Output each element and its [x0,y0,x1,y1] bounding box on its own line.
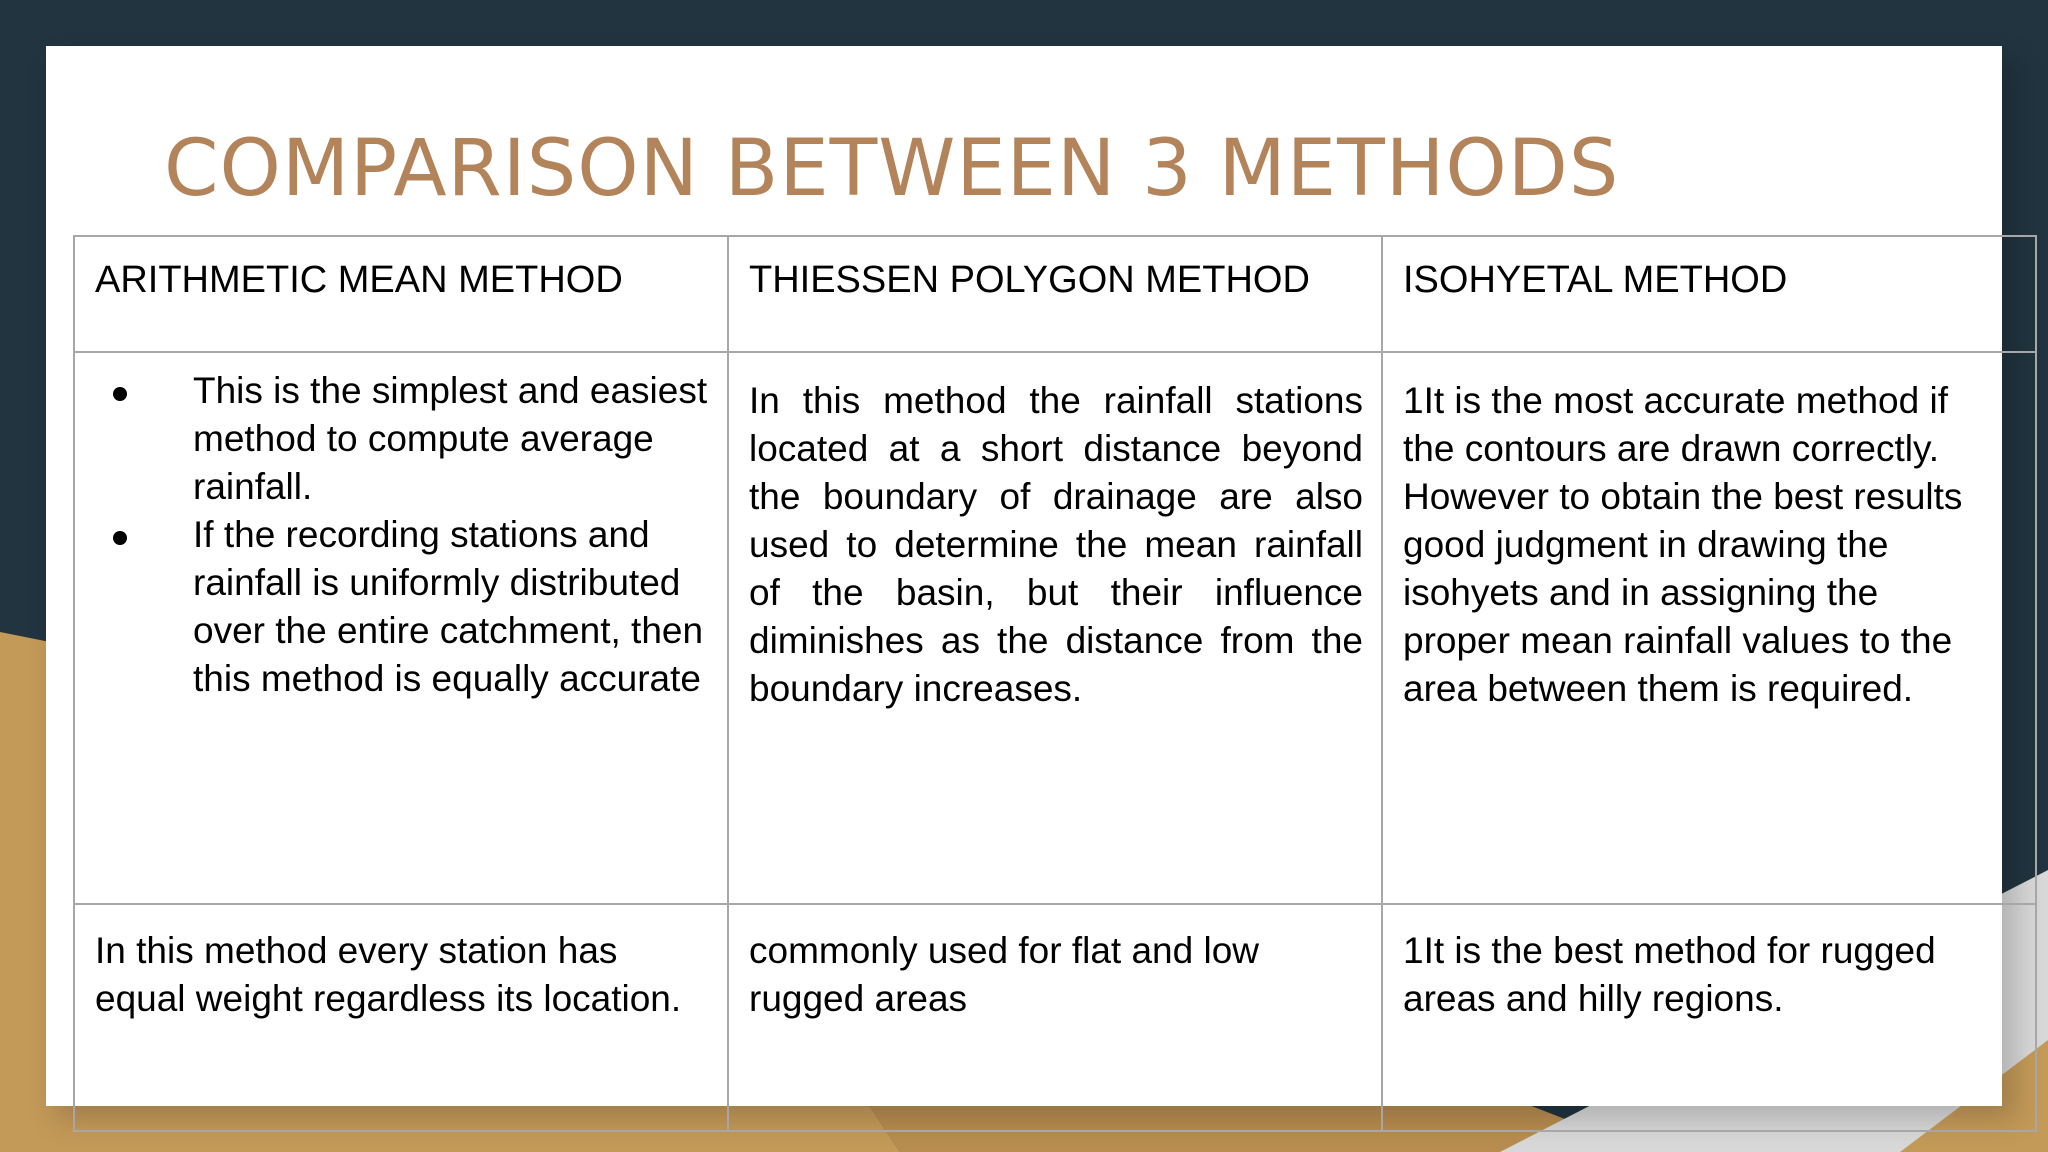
thiessen-usage: commonly used for flat and low rugged areas [749,930,1260,1019]
isohyetal-line: However to obtain the best results [1403,476,1963,517]
header-isohyetal-label: ISOHYETAL METHOD [1403,259,1788,301]
header-cell-thiessen [728,236,1382,352]
isohyetal-usage: 1It is the best method for rugged areas and hilly regions. [1403,930,1936,1019]
header-cell-isohyetal [1382,236,2036,352]
arithmetic-usage-cell [74,904,728,1131]
isohyetal-line: proper mean rainfall values to the [1403,620,1953,661]
list-item [193,511,709,703]
bullet-icon [113,387,127,401]
bullet-icon [113,531,127,545]
arithmetic-point-2: If the recording stations and rainfall is uniformly distributed over the entire catchment, then this method is equally accurate [193,514,704,699]
header-thiessen-label: THIESSEN POLYGON METHOD [749,259,1310,301]
isohyetal-line: the contours are drawn correctly. [1403,428,1940,469]
table-row [74,352,2036,904]
thiessen-description-cell [728,352,1382,904]
isohyetal-line: isohyets and in assigning the [1403,572,1879,613]
table-row [74,904,2036,1131]
header-arithmetic-label: ARITHMETIC MEAN METHOD [95,259,623,301]
isohyetal-description-cell [1382,352,2036,904]
isohyetal-line: 1It is the most accurate method if [1403,380,1948,421]
thiessen-usage-cell [728,904,1382,1131]
isohyetal-usage-cell [1382,904,2036,1131]
isohyetal-line: good judgment in drawing the [1403,524,1889,565]
page-title: COMPARISON BETWEEN 3 METHODS [164,124,1620,214]
arithmetic-description-cell [74,352,728,904]
list-item [193,367,709,511]
comparison-table [73,235,2037,1132]
table-header-row [74,236,2036,352]
isohyetal-line: area between them is required. [1403,668,1914,709]
header-cell-arithmetic [74,236,728,352]
arithmetic-bullet-list [95,367,709,703]
thiessen-description: In this method the rainfall stations located at a short distance beyond the boundary of drainage are also used to determine the mean rainfall of the basin, but their influence diminishes as the distance from the boundary increases. [749,380,1363,709]
arithmetic-usage: In this method every station has equal weight regardless its location. [95,930,682,1019]
arithmetic-point-1: This is the simplest and easiest method to compute average rainfall. [193,370,708,507]
